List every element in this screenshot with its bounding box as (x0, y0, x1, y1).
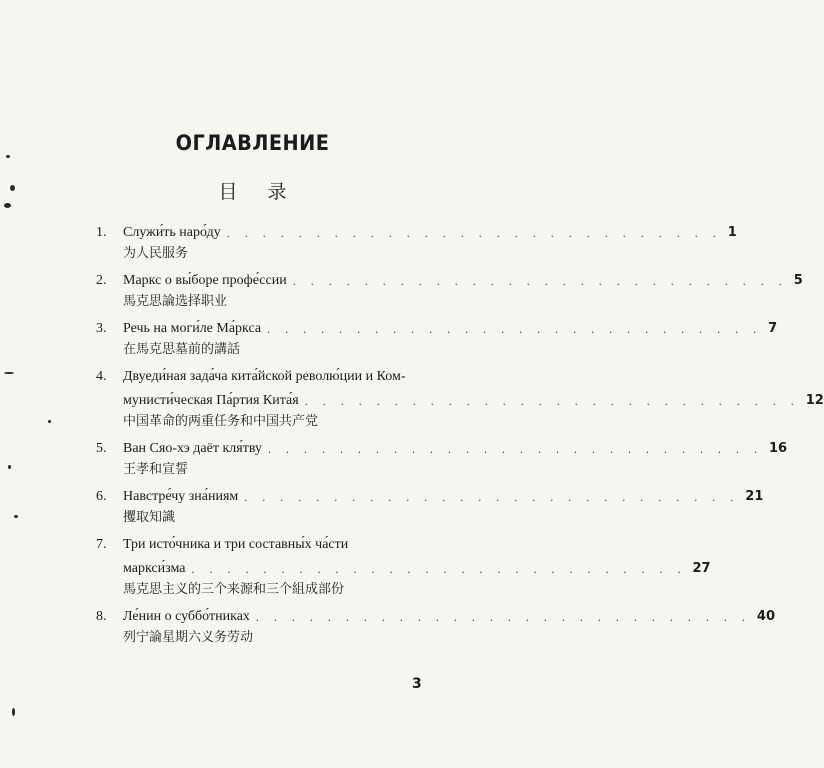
dot-leader: . . . . . . . . . . . . . . . . . . . . . . . . . . . . (292, 274, 788, 288)
entry-title-chinese: 馬克思主义的三个来源和三个組成部份 (123, 582, 345, 597)
scan-speck (4, 372, 14, 374)
entry-page-number: 21 (745, 489, 764, 504)
entry-title-russian: Три исто́чника и три составны́х ча́сти (123, 537, 349, 552)
toc-entry (96, 362, 824, 434)
entry-title-russian: Речь на моги́ле Ма́ркса (123, 321, 262, 336)
entry-number: 6. (96, 489, 107, 504)
entry-title-russian: Навстре́чу зна́ниям (123, 489, 239, 504)
entry-page-number: 7 (768, 321, 778, 336)
toc-line (96, 602, 775, 626)
toc-line (96, 386, 824, 410)
entry-title-chinese: 为人民服务 (123, 246, 189, 261)
scan-speck (14, 515, 18, 518)
entry-number: 8. (96, 609, 107, 624)
entry-number: 5. (96, 441, 107, 456)
entry-title-russian: маркси́зма (123, 561, 186, 576)
entry-title-chinese: 攫取知識 (123, 510, 176, 525)
entry-title-russian: мунисти́ческая Па́ртия Кита́я (123, 393, 299, 408)
entry-title-chinese: 在馬克思墓前的講話 (123, 342, 241, 357)
toc-entry (96, 482, 764, 530)
scan-speck (48, 420, 51, 423)
toc-entry (96, 530, 711, 602)
entry-number: 7. (96, 537, 107, 552)
scan-speck (8, 465, 11, 469)
entry-page-number: 1 (727, 225, 737, 240)
toc-entry (96, 218, 737, 266)
entry-page-number: 12 (805, 393, 824, 408)
table-of-contents (96, 218, 824, 650)
entry-page-number: 40 (756, 609, 775, 624)
dot-leader: . . . . . . . . . . . . . . . . . . . . . . . . . . . . (226, 226, 722, 240)
page-number: 3 (412, 676, 422, 692)
dot-leader: . . . . . . . . . . . . . . . . . . . . . . . . . . . . (267, 442, 763, 456)
entry-title-chinese: 馬克思論选择职业 (123, 294, 228, 309)
dot-leader: . . . . . . . . . . . . . . . . . . . . . . . . . . . . (255, 610, 751, 624)
toc-line (96, 434, 788, 458)
entry-title-russian: Ле́нин о суббо́тниках (123, 609, 250, 624)
entry-title-russian: Служи́ть наро́ду (123, 225, 221, 240)
toc-entry (96, 266, 803, 314)
scan-speck (12, 708, 15, 716)
toc-line (96, 314, 778, 338)
entry-title-russian: Двуеди́ная зада́ча кита́йской револю́ции и Ком- (123, 369, 406, 384)
entry-title-chinese: 列宁論星期六义务劳动 (123, 630, 254, 645)
dot-leader: . . . . . . . . . . . . . . . . . . . . . . . . . . . . (304, 394, 800, 408)
entry-page-number: 27 (692, 561, 711, 576)
entry-title-chinese: 王孝和宣誓 (123, 462, 189, 477)
entry-title-russian: Ван Сяо-хэ даёт кля́тву (123, 441, 262, 456)
dot-leader: . . . . . . . . . . . . . . . . . . . . . . . . . . . . (244, 490, 740, 504)
entry-number: 3. (96, 321, 107, 336)
toc-entry (96, 602, 775, 650)
dot-leader: . . . . . . . . . . . . . . . . . . . . . . . . . . . . (267, 322, 763, 336)
toc-line (96, 266, 803, 290)
entry-title-chinese: 中国革命的两重任务和中国共产党 (123, 414, 319, 429)
contents-title-chinese: 目录 (218, 181, 317, 203)
entry-page-number: 5 (793, 273, 803, 288)
contents-title-russian: ОГЛАВЛЕНИЕ (175, 131, 330, 155)
entry-number: 2. (96, 273, 107, 288)
toc-line (96, 554, 711, 578)
toc-line (96, 482, 764, 506)
scan-speck (6, 155, 10, 158)
toc-entry (96, 314, 778, 362)
entry-number: 4. (96, 369, 107, 384)
entry-title-russian: Маркс о вы́боре профе́ссии (123, 273, 287, 288)
toc-line (96, 362, 456, 386)
entry-page-number: 16 (768, 441, 788, 456)
toc-entry (96, 434, 788, 482)
entry-number: 1. (96, 225, 107, 240)
toc-line (96, 530, 456, 554)
toc-line (96, 218, 737, 242)
dot-leader: . . . . . . . . . . . . . . . . . . . . . . . . . . . . (191, 562, 687, 576)
